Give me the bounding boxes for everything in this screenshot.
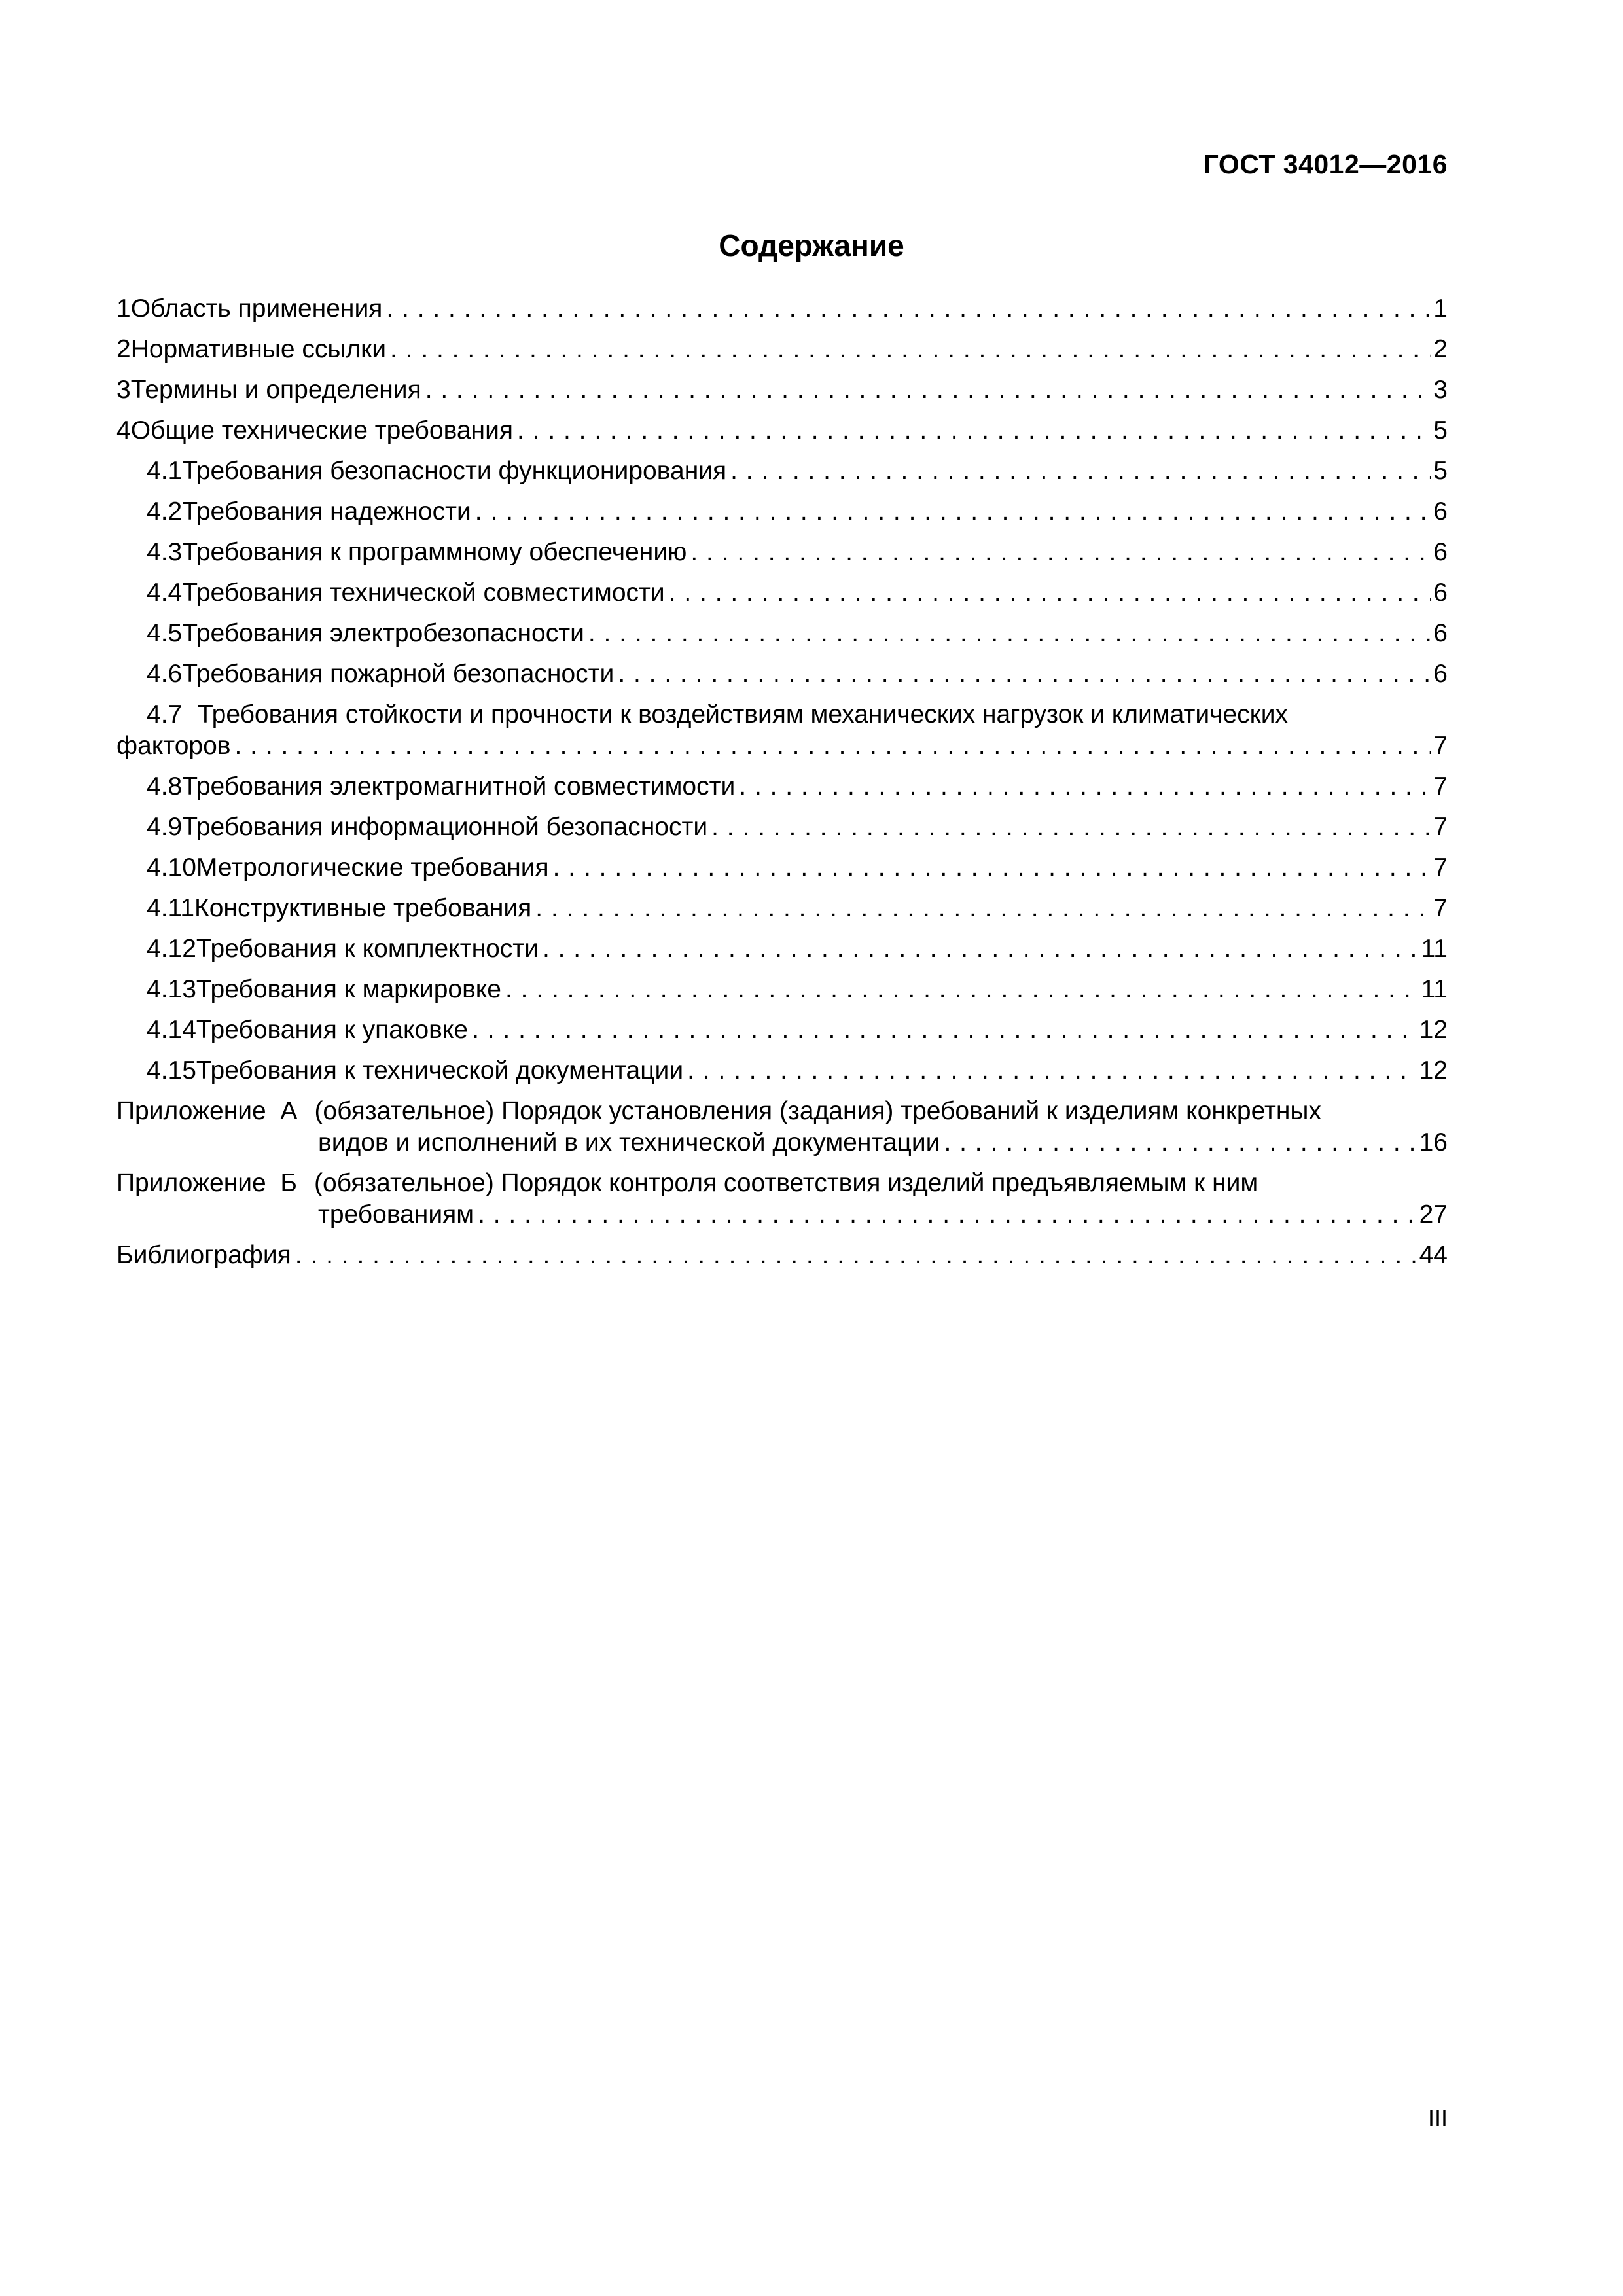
toc-leader-dots	[711, 812, 1431, 843]
toc-leader-dots	[687, 1055, 1416, 1086]
toc-entry-bibliography[interactable]	[116, 1240, 1448, 1271]
toc-entry-4-4[interactable]	[116, 577, 1448, 609]
toc-entry-page: 11	[1421, 975, 1448, 1003]
toc-entry-page: 6	[1433, 538, 1448, 566]
toc-leader-dots	[390, 334, 1431, 365]
toc-entry-title: Требования надежности	[182, 497, 471, 526]
toc-entry-number: 4.4	[147, 579, 183, 607]
toc-entry-title: Требования к программному обеспечению	[182, 538, 687, 566]
toc-leader-dots	[543, 933, 1419, 965]
toc-entry-number: 4.1	[147, 457, 183, 485]
toc-entry-number: 4.8	[147, 772, 183, 800]
toc-entry-title: Общие технические требования	[130, 416, 513, 444]
toc-leader-dots	[472, 1014, 1417, 1046]
toc-leader-dots	[944, 1127, 1416, 1158]
table-of-contents	[116, 293, 1448, 1280]
toc-entry-4[interactable]	[116, 415, 1448, 446]
toc-entry-title: Требования к упаковке	[196, 1016, 469, 1044]
toc-entry-4-3[interactable]	[116, 537, 1448, 568]
toc-entry-title: Конструктивные требования	[194, 894, 532, 922]
toc-leader-dots	[690, 537, 1431, 568]
toc-entry-page: 1	[1433, 295, 1448, 323]
toc-entry-page: 7	[1433, 772, 1448, 800]
toc-entry-page: 6	[1433, 619, 1448, 647]
toc-entry-number: 4.12	[147, 935, 196, 963]
toc-entry-number: 3	[116, 376, 131, 404]
page-number: III	[1427, 2105, 1448, 2132]
toc-entry-title: Нормативные ссылки	[130, 335, 386, 363]
toc-leader-dots	[425, 374, 1431, 406]
toc-entry-page: 44	[1419, 1241, 1448, 1269]
toc-entry-page: 12	[1419, 1056, 1448, 1085]
toc-entry-page: 7	[1433, 732, 1448, 760]
toc-entry-title: Требования информационной безопасности	[182, 813, 708, 841]
toc-leader-dots	[535, 893, 1431, 924]
toc-entry-page: 6	[1433, 579, 1448, 607]
toc-entry-number: 4.6	[147, 660, 183, 688]
toc-entry-page: 6	[1433, 660, 1448, 688]
toc-entry-1[interactable]	[116, 293, 1448, 325]
toc-entry-page: 7	[1433, 813, 1448, 841]
toc-entry-page: 3	[1433, 376, 1448, 404]
toc-entry-number: 4.13	[147, 975, 196, 1003]
toc-entry-3[interactable]	[116, 374, 1448, 406]
toc-entry-4-7[interactable]	[116, 699, 1448, 762]
toc-leader-dots	[475, 496, 1431, 528]
toc-entry-number: 4.14	[147, 1016, 196, 1044]
toc-entry-page: 11	[1421, 935, 1448, 963]
toc-entry-title-continued: требованиям	[318, 1200, 474, 1229]
toc-entry-title: (обязательное) Порядок контроля соответствия изделий предъявляемым к ним	[314, 1169, 1258, 1197]
toc-entry-appendix-b[interactable]	[116, 1168, 1448, 1230]
toc-leader-dots	[618, 658, 1431, 690]
toc-entry-title: Область применения	[130, 295, 383, 323]
toc-entry-title: Требования пожарной безопасности	[182, 660, 615, 688]
toc-entry-number: 4.2	[147, 497, 183, 526]
toc-entry-4-12[interactable]	[116, 933, 1448, 965]
toc-entry-4-14[interactable]	[116, 1014, 1448, 1046]
toc-entry-4-15[interactable]	[116, 1055, 1448, 1086]
toc-leader-dots	[517, 415, 1431, 446]
toc-entry-number: 4.7	[147, 700, 183, 728]
page-title: Содержание	[719, 228, 904, 262]
toc-entry-appendix-a[interactable]	[116, 1096, 1448, 1158]
appendix-label: Приложение Б	[116, 1169, 298, 1197]
toc-entry-title: Требования электробезопасности	[182, 619, 584, 647]
toc-leader-dots	[386, 293, 1431, 325]
toc-entry-number: 4.5	[147, 619, 183, 647]
toc-leader-dots	[235, 730, 1431, 762]
appendix-label: Приложение А	[116, 1097, 298, 1125]
toc-entry-page: 7	[1433, 853, 1448, 882]
toc-entry-4-1[interactable]	[116, 456, 1448, 487]
toc-entry-title: Библиография	[116, 1241, 291, 1269]
toc-leader-dots	[730, 456, 1431, 487]
toc-entry-number: 4	[116, 416, 131, 444]
document-code: ГОСТ 34012—2016	[1203, 149, 1448, 179]
toc-entry-page: 7	[1433, 894, 1448, 922]
toc-entry-4-10[interactable]	[116, 852, 1448, 884]
toc-entry-title: Термины и определения	[130, 376, 421, 404]
toc-leader-dots	[505, 974, 1419, 1005]
toc-leader-dots	[739, 771, 1431, 802]
toc-entry-4-9[interactable]	[116, 812, 1448, 843]
toc-entry-title: Требования стойкости и прочности к воздействиям механических нагрузок и климатических	[198, 700, 1288, 728]
toc-entry-4-6[interactable]	[116, 658, 1448, 690]
toc-leader-dots	[553, 852, 1431, 884]
toc-entry-title: Требования к комплектности	[196, 935, 539, 963]
toc-entry-page: 27	[1419, 1200, 1448, 1229]
toc-entry-title: Метрологические требования	[196, 853, 549, 882]
toc-entry-4-11[interactable]	[116, 893, 1448, 924]
toc-entry-4-2[interactable]	[116, 496, 1448, 528]
toc-entry-title: Требования безопасности функционирования	[182, 457, 727, 485]
toc-entry-number: 4.15	[147, 1056, 196, 1085]
toc-entry-title: Требования технической совместимости	[182, 579, 665, 607]
toc-entry-4-13[interactable]	[116, 974, 1448, 1005]
toc-entry-page: 5	[1433, 416, 1448, 444]
toc-entry-number: 4.9	[147, 813, 183, 841]
toc-leader-dots	[588, 618, 1431, 649]
toc-entry-title-continued: видов и исполнений в их технической документации	[318, 1128, 940, 1157]
toc-entry-title: (обязательное) Порядок установления (задания) требований к изделиям конкретных	[314, 1097, 1321, 1125]
toc-leader-dots	[478, 1199, 1417, 1230]
toc-entry-title: Требования электромагнитной совместимости	[182, 772, 736, 800]
toc-entry-4-8[interactable]	[116, 771, 1448, 802]
toc-entry-2[interactable]	[116, 334, 1448, 365]
toc-leader-dots	[669, 577, 1431, 609]
toc-entry-page: 12	[1419, 1016, 1448, 1044]
toc-entry-number: 4.3	[147, 538, 183, 566]
toc-entry-title: Требования к технической документации	[196, 1056, 684, 1085]
toc-entry-page: 2	[1433, 335, 1448, 363]
toc-entry-number: 4.10	[147, 853, 196, 882]
toc-entry-number: 4.11	[147, 894, 195, 922]
toc-entry-title: Требования к маркировке	[196, 975, 501, 1003]
toc-entry-title-continued: факторов	[116, 732, 231, 760]
toc-entry-page: 16	[1419, 1128, 1448, 1157]
toc-entry-number: 1	[116, 295, 131, 323]
toc-entry-page: 5	[1433, 457, 1448, 485]
toc-leader-dots	[295, 1240, 1417, 1271]
toc-entry-page: 6	[1433, 497, 1448, 526]
toc-entry-4-5[interactable]	[116, 618, 1448, 649]
toc-entry-number: 2	[116, 335, 131, 363]
